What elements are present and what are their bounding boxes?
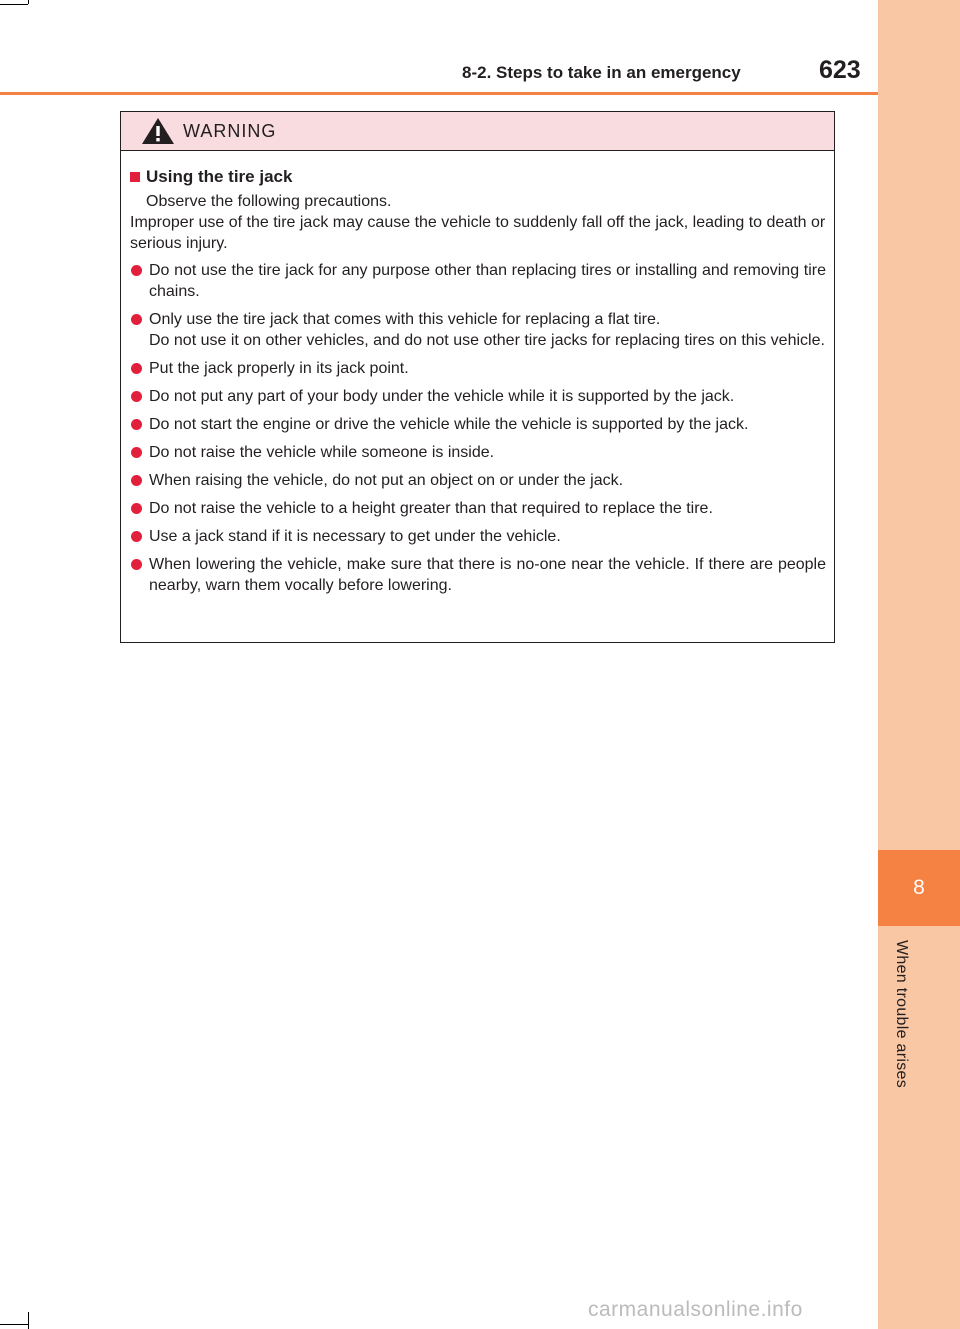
chapter-number: 8 [913, 876, 925, 899]
bullet-dot-icon [131, 419, 142, 430]
chapter-tab[interactable] [878, 850, 960, 926]
warning-intro [130, 191, 826, 254]
list-item [130, 498, 826, 519]
crop-mark [0, 1324, 28, 1325]
warning-box [120, 111, 835, 643]
bullet-text: Do not raise the vehicle to a height greater than that required to replace the tire. [149, 500, 713, 517]
bullet-dot-icon [131, 391, 142, 402]
page-number: 623 [819, 56, 861, 84]
warning-title: WARNING [183, 120, 277, 141]
list-item [130, 526, 826, 547]
bullet-text: Do not use the tire jack for any purpose other than replacing tires or installing and removing tire chains. [149, 262, 826, 300]
chapter-label: When trouble arises [893, 940, 910, 1088]
bullet-text: When raising the vehicle, do not put an object on or under the jack. [149, 472, 624, 489]
list-item [130, 260, 826, 302]
list-item [130, 414, 826, 435]
bullet-text: When lowering the vehicle, make sure that there is no-one near the vehicle. If there are people nearby, warn them vocally before lowering. [149, 556, 826, 594]
bullet-dot-icon [131, 475, 142, 486]
bullet-text: Use a jack stand if it is necessary to get under the vehicle. [149, 528, 561, 545]
list-item [130, 470, 826, 491]
watermark: carmanualsonline.info [588, 1298, 803, 1321]
bullet-dot-icon [131, 265, 142, 276]
bullet-text: Do not put any part of your body under the vehicle while it is supported by the jack. [149, 388, 735, 405]
list-item [130, 309, 826, 351]
chapter-side-strip [878, 0, 960, 1329]
warning-body [121, 151, 834, 596]
header-rule [0, 92, 878, 95]
subhead-text: Using the tire jack [146, 167, 293, 186]
bullet-text: Do not raise the vehicle while someone is inside. [149, 444, 495, 461]
square-bullet-icon [130, 172, 140, 182]
bullet-text: Only use the tire jack that comes with this vehicle for replacing a flat tire. Do not use it on other vehicles, and do not use other tire jacks for replacing tires on this vehicle. [149, 311, 825, 349]
warning-triangle-icon [141, 117, 175, 145]
bullet-dot-icon [131, 363, 142, 374]
warning-bullet-list [130, 260, 826, 596]
bullet-dot-icon [131, 531, 142, 542]
list-item [130, 386, 826, 407]
intro-line: Improper use of the tire jack may cause the vehicle to suddenly fall off the jack, leading to death or serious injury. [130, 214, 826, 252]
crop-mark [28, 0, 29, 4]
bullet-dot-icon [131, 559, 142, 570]
bullet-text: Do not start the engine or drive the vehicle while the vehicle is supported by the jack. [149, 416, 749, 433]
list-item [130, 554, 826, 596]
crop-mark [28, 1312, 29, 1329]
list-item [130, 442, 826, 463]
bullet-dot-icon [131, 503, 142, 514]
section-title: 8-2. Steps to take in an emergency [462, 63, 741, 82]
bullet-text: Put the jack properly in its jack point. [149, 360, 409, 377]
warning-subhead [130, 167, 826, 187]
list-item [130, 358, 826, 379]
intro-line: Observe the following precautions. [146, 193, 392, 210]
bullet-dot-icon [131, 314, 142, 325]
crop-mark [0, 4, 28, 5]
warning-header [121, 112, 834, 151]
bullet-dot-icon [131, 447, 142, 458]
